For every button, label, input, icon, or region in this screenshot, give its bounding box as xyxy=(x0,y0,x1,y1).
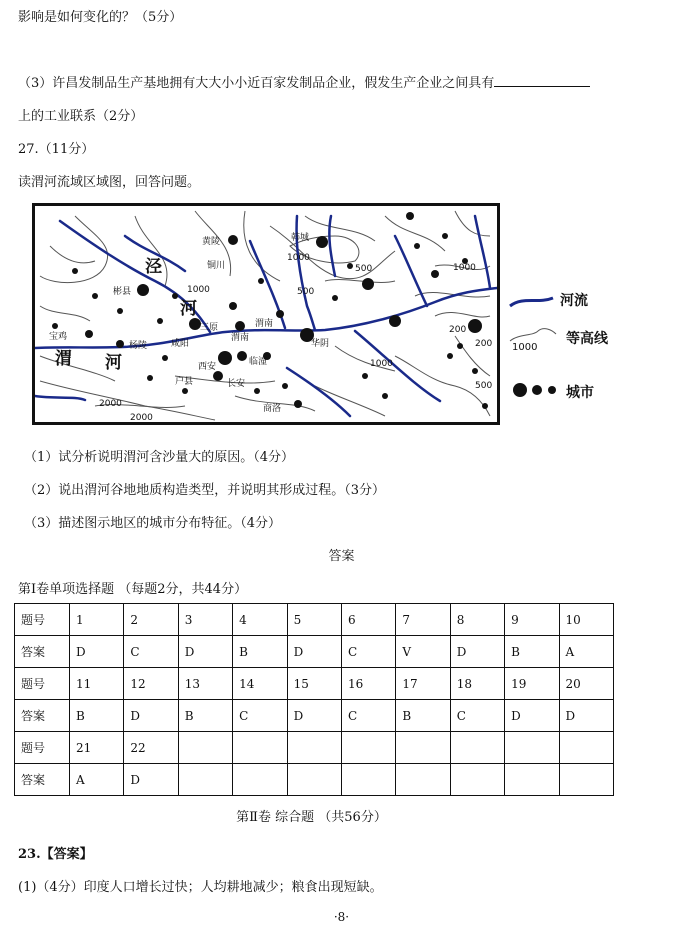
table-row xyxy=(15,668,614,700)
contour-label: 1000 xyxy=(370,359,393,369)
table-cell: D xyxy=(287,700,341,732)
city-dot xyxy=(116,340,124,348)
table-cell: C xyxy=(450,700,504,732)
legend-city-small xyxy=(548,386,556,394)
city-dot xyxy=(182,388,188,394)
table-cell xyxy=(287,732,341,764)
city-dot xyxy=(276,310,284,318)
q23-line-1: (1)（4分）印度人口增长过快；人均耕地减少；粮食出现短缺。 xyxy=(18,880,383,895)
river-label-wei: 渭 xyxy=(55,349,72,369)
table-cell: 14 xyxy=(233,668,287,700)
table-cell: 19 xyxy=(505,668,559,700)
q27-sub-1: （1）试分析说明渭河含沙量大的原因。（4分） xyxy=(24,450,295,465)
contour-label: 200 xyxy=(475,339,493,349)
city-dot xyxy=(442,233,448,239)
river-label-he-1: 河 xyxy=(180,299,197,319)
q26-line-b xyxy=(18,72,590,91)
city-dot xyxy=(254,388,260,394)
legend-city-large xyxy=(513,383,527,397)
city-label-hancheng: 韩城 xyxy=(291,233,310,243)
city-label-binxian: 彬县 xyxy=(113,287,132,297)
city-dot xyxy=(218,351,232,365)
city-label-weinan-dup: 渭南 xyxy=(255,319,274,329)
contour-label: 500 xyxy=(355,264,373,274)
city-dot xyxy=(92,293,98,299)
river-label-he-2: 河 xyxy=(105,353,122,373)
table-cell xyxy=(505,764,559,796)
table-cell: A xyxy=(70,764,124,796)
table-cell: B xyxy=(396,700,450,732)
city-label-baoji: 宝鸡 xyxy=(49,332,68,342)
table-cell: 4 xyxy=(233,604,287,636)
city-dot xyxy=(235,321,245,331)
table-cell: C xyxy=(341,700,395,732)
answer-table xyxy=(14,603,614,796)
city-label-xianyang: 咸阳 xyxy=(171,339,190,349)
contour-label: 1000 xyxy=(187,285,210,295)
table-cell: D xyxy=(559,700,613,732)
city-dot xyxy=(382,393,388,399)
table-cell xyxy=(341,764,395,796)
table-cell xyxy=(233,732,287,764)
table-cell: 9 xyxy=(505,604,559,636)
contour-label: 2000 xyxy=(99,399,122,409)
table-cell: 22 xyxy=(124,732,178,764)
table-cell xyxy=(505,732,559,764)
table-cell: B xyxy=(505,636,559,668)
city-dot xyxy=(414,243,420,249)
q26-line-a: 影响是如何变化的？（5分） xyxy=(18,10,183,25)
table-cell: B xyxy=(233,636,287,668)
legend-contour-value: 1000 xyxy=(512,342,538,353)
table-row xyxy=(15,764,614,796)
table-cell: C xyxy=(341,636,395,668)
city-dot xyxy=(294,400,302,408)
table-cell: B xyxy=(178,700,232,732)
table-cell: 8 xyxy=(450,604,504,636)
river-label-jing: 泾 xyxy=(145,257,162,277)
table-cell xyxy=(287,764,341,796)
table-cell xyxy=(559,732,613,764)
city-label-shangluo: 商洛 xyxy=(263,404,282,414)
table-cell: C xyxy=(233,700,287,732)
table-cell: 17 xyxy=(396,668,450,700)
city-label-xian: 西安 xyxy=(198,362,217,372)
table-cell: 15 xyxy=(287,668,341,700)
city-dot xyxy=(406,212,414,220)
table-cell xyxy=(450,732,504,764)
city-label-yangling: 杨陵 xyxy=(129,341,148,351)
answers-title: 答案 xyxy=(328,549,355,564)
table-cell: 16 xyxy=(341,668,395,700)
city-label-weinan: 渭南 xyxy=(231,333,250,343)
q27-sub-3: （3）描述图示地区的城市分布特征。（4分） xyxy=(24,516,282,531)
table-cell: 12 xyxy=(124,668,178,700)
table-cell: D xyxy=(450,636,504,668)
table-cell: 7 xyxy=(396,604,450,636)
map-canvas xyxy=(35,206,497,422)
table-cell: D xyxy=(505,700,559,732)
table-cell: 10 xyxy=(559,604,613,636)
contour-label: 2000 xyxy=(130,413,153,422)
legend-contour-label: 等高线 xyxy=(566,331,608,347)
answer-blank[interactable] xyxy=(494,74,590,87)
row-label: 题号 xyxy=(15,668,70,700)
table-cell xyxy=(396,732,450,764)
city-dot xyxy=(482,403,488,409)
city-dot xyxy=(85,330,93,338)
city-label-tongchuan: 铜川 xyxy=(207,261,226,271)
table-row xyxy=(15,732,614,764)
table-cell: A xyxy=(559,636,613,668)
table-row xyxy=(15,604,614,636)
contour-label: 500 xyxy=(297,287,315,297)
table-cell: 13 xyxy=(178,668,232,700)
legend-city-medium xyxy=(532,385,542,395)
city-dot xyxy=(228,235,238,245)
weihe-basin-map xyxy=(32,203,500,425)
part2-title: 第Ⅱ卷 综合题 （共56分） xyxy=(236,810,387,825)
table-cell: 21 xyxy=(70,732,124,764)
city-label-sanyuan: 三原 xyxy=(200,323,219,333)
city-dot xyxy=(72,268,78,274)
city-dot xyxy=(468,319,482,333)
city-dot xyxy=(52,323,58,329)
table-row xyxy=(15,700,614,732)
city-dot xyxy=(282,383,288,389)
row-label: 答案 xyxy=(15,636,70,668)
table-cell: B xyxy=(70,700,124,732)
legend-contour-symbol xyxy=(510,329,556,341)
page-number: ·8· xyxy=(333,910,350,924)
map-legend xyxy=(508,286,628,416)
city-label-lintong: 临潼 xyxy=(249,357,268,367)
table-cell xyxy=(178,732,232,764)
city-dot xyxy=(332,295,338,301)
table-cell: C xyxy=(124,636,178,668)
q27-sub-2: （2）说出渭河谷地地质构造类型，并说明其形成过程。（3分） xyxy=(24,483,386,498)
q27-header: 27.（11分） xyxy=(18,142,95,157)
table-cell: 6 xyxy=(341,604,395,636)
table-cell: D xyxy=(70,636,124,668)
q26-line-b-text: （3）许昌发制品生产基地拥有大大小小近百家发制品企业，假发生产企业之间具有 xyxy=(18,76,495,91)
city-dot xyxy=(457,343,463,349)
city-label-huangling: 黄陵 xyxy=(202,237,221,247)
city-dot xyxy=(362,373,368,379)
table-cell: 20 xyxy=(559,668,613,700)
table-cell xyxy=(396,764,450,796)
table-cell xyxy=(178,764,232,796)
city-label-huayin: 华阴 xyxy=(311,339,330,349)
city-dot xyxy=(347,263,353,269)
city-dot xyxy=(389,315,401,327)
city-dot xyxy=(258,278,264,284)
city-dot xyxy=(431,270,439,278)
table-cell: D xyxy=(287,636,341,668)
city-dot xyxy=(213,371,223,381)
table-cell: 18 xyxy=(450,668,504,700)
row-label: 答案 xyxy=(15,764,70,796)
table-cell: V xyxy=(396,636,450,668)
city-label-changan: 长安 xyxy=(227,379,246,389)
table-row xyxy=(15,636,614,668)
table-cell xyxy=(341,732,395,764)
city-dot xyxy=(362,278,374,290)
city-dot xyxy=(237,351,247,361)
city-dot xyxy=(172,293,178,299)
table-cell: 1 xyxy=(70,604,124,636)
q23-header: 23.【答案】 xyxy=(18,847,93,862)
city-dot xyxy=(447,353,453,359)
contour-label: 1000 xyxy=(287,253,310,263)
city-dot xyxy=(147,375,153,381)
legend-city-label: 城市 xyxy=(566,385,594,401)
city-dot xyxy=(229,302,237,310)
city-dot xyxy=(162,355,168,361)
contour-label: 1000 xyxy=(453,263,476,273)
table-cell: 3 xyxy=(178,604,232,636)
legend-river-label: 河流 xyxy=(560,293,588,309)
part1-title: 第Ⅰ卷单项选择题 （每题2分，共44分） xyxy=(18,582,248,597)
table-cell xyxy=(450,764,504,796)
city-dot xyxy=(472,368,478,374)
city-markers xyxy=(52,212,488,409)
row-label: 题号 xyxy=(15,604,70,636)
q26-line-c: 上的工业联系（2分） xyxy=(18,109,144,124)
city-dot xyxy=(316,236,328,248)
q27-instruction: 读渭河流域区域图，回答问题。 xyxy=(18,175,201,190)
table-cell: D xyxy=(178,636,232,668)
row-label: 答案 xyxy=(15,700,70,732)
city-dot xyxy=(117,308,123,314)
table-cell: 11 xyxy=(70,668,124,700)
table-cell: 2 xyxy=(124,604,178,636)
table-cell: D xyxy=(124,764,178,796)
city-dot xyxy=(157,318,163,324)
table-cell xyxy=(233,764,287,796)
city-label-huxian: 户县 xyxy=(175,377,194,387)
table-cell: D xyxy=(124,700,178,732)
legend-river-symbol xyxy=(510,298,553,306)
table-cell xyxy=(559,764,613,796)
table-cell: 5 xyxy=(287,604,341,636)
city-dot xyxy=(137,284,149,296)
contour-label: 200 xyxy=(449,325,467,335)
row-label: 题号 xyxy=(15,732,70,764)
contour-label: 500 xyxy=(475,381,493,391)
